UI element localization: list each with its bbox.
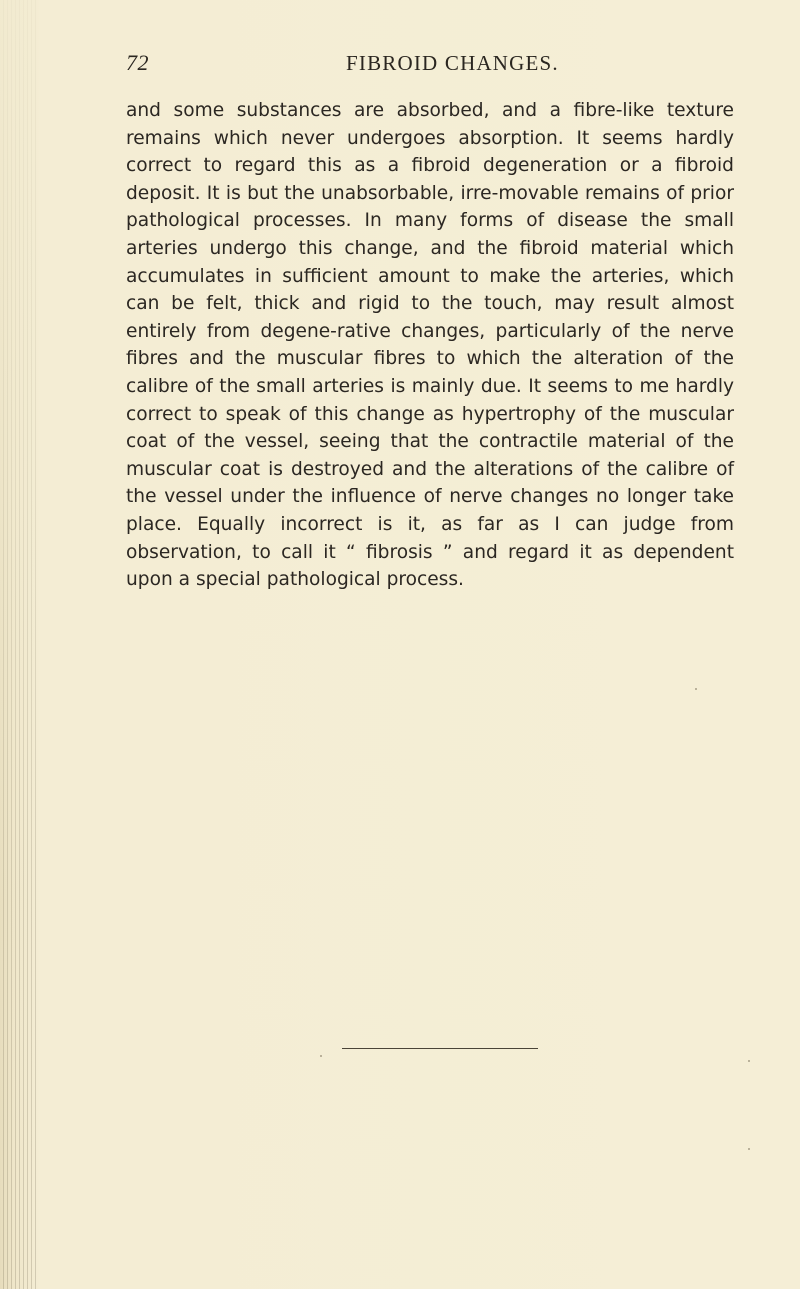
paper-speck — [748, 1148, 750, 1150]
paper-speck — [748, 1060, 750, 1062]
page-header — [126, 50, 686, 80]
paper-speck — [320, 1055, 322, 1057]
body-paragraph: and some substances are absorbed, and a fibre-like texture remains which never undergoes absorption. It seems hardly correct to regard this as a fibroid degeneration or a fibroid deposit. It is but the unabsorbable, irre-movable remains of prior pathological processes. In many forms of disease the small arteries undergo this change, and the fibroid material which accumulates in sufficient amount to make the arteries, which can be felt, thick and rigid to the touch, may result almost entirely from degene-rative changes, particularly of the nerve fibres and the muscular fibres to which the alteration of the calibre of the small arteries is mainly due. It seems to me hardly correct to speak of this change as hypertrophy of the muscular coat of the vessel, seeing that the contractile material of the muscular coat is destroyed and the alterations of the calibre of the vessel under the influence of nerve changes no longer take place. Equally incorrect is it, as far as I can judge from observation, to call it “ fibrosis ” and regard it as dependent upon a special pathological process. — [126, 100, 734, 591]
section-divider-rule — [342, 1048, 538, 1049]
binding-edge-shade — [0, 0, 36, 1289]
running-head: FIBROID CHANGES. — [346, 51, 559, 75]
paper-speck — [695, 688, 697, 690]
page-number: 72 — [126, 50, 149, 75]
